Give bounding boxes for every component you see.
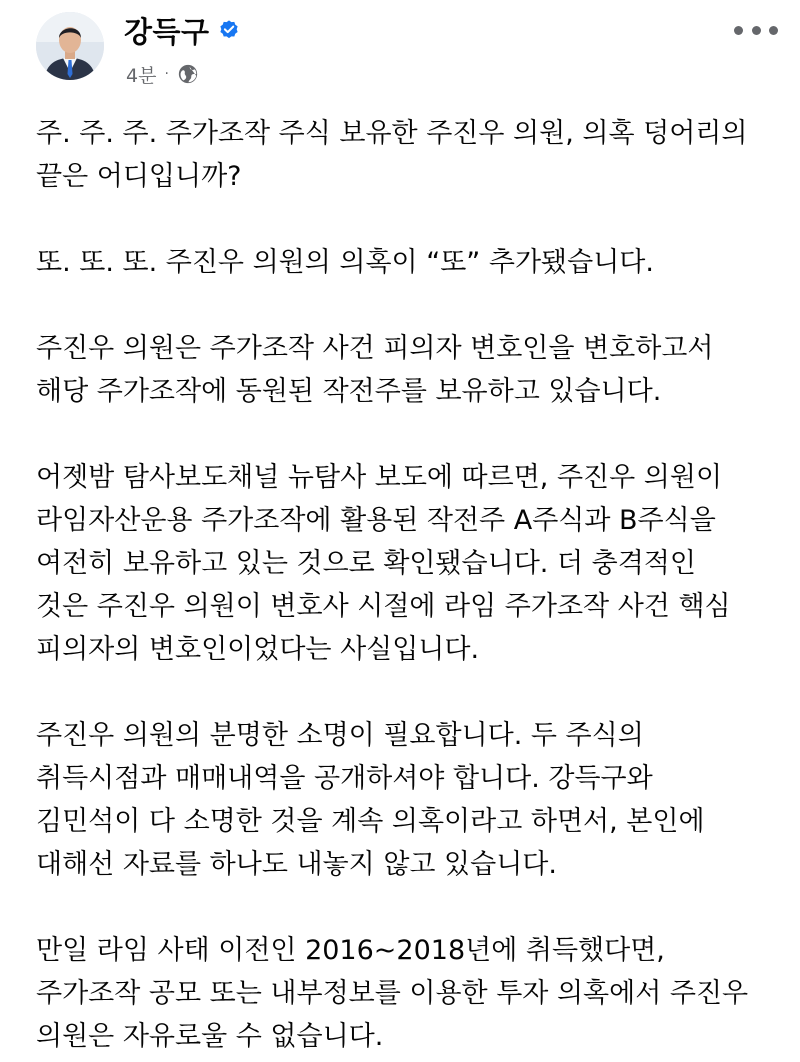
post-text-line: 라임자산운용 주가조작에 활용된 작전주 A주식과 B주식을: [36, 505, 716, 536]
globe-icon[interactable]: [177, 63, 199, 85]
post-text-line: 것은 주진우 의원이 변호사 시절에 라임 주가조작 사건 핵심: [36, 591, 731, 622]
post-text-line: 해당 주가조작에 동원된 작전주를 보유하고 있습니다.: [36, 376, 662, 407]
post-text-line: 대해선 자료를 하나도 내놓지 않고 있습니다.: [36, 849, 557, 880]
more-options-button[interactable]: [734, 18, 778, 42]
post-timestamp[interactable]: 4분: [126, 64, 157, 87]
post-text-line: 주진우 의원의 분명한 소명이 필요합니다. 두 주식의: [36, 720, 644, 751]
post-text-line: 취득시점과 매매내역을 공개하셔야 합니다. 강득구와: [36, 763, 653, 794]
avatar[interactable]: [36, 12, 104, 80]
post-text-line: 주가조작 공모 또는 내부정보를 이용한 투자 의혹에서 주진우: [36, 978, 749, 1009]
post-header: [0, 0, 800, 100]
author-row: [124, 10, 240, 50]
post-text-line: 피의자의 변호인이었다는 사실입니다.: [36, 634, 480, 665]
more-options-icon: [734, 26, 743, 35]
more-options-icon: [769, 26, 778, 35]
post-text-line: 김민석이 다 소명한 것을 계속 의혹이라고 하면서, 본인에: [36, 806, 705, 837]
post-paragraph: [36, 929, 776, 1058]
author-name[interactable]: 강득구: [124, 14, 210, 49]
post-text-line: 끝은 어디입니까?: [36, 161, 242, 192]
meta-separator: ·: [164, 66, 169, 82]
post-text-line: 의원은 자유로울 수 없습니다.: [36, 1021, 384, 1052]
post-text-line: 여전히 보유하고 있는 것으로 확인됐습니다. 더 충격적인: [36, 548, 696, 579]
post-text-line: 또. 또. 또. 주진우 의원의 의혹이 “또” 추가됐습니다.: [36, 247, 654, 278]
post-body: [36, 112, 776, 1058]
avatar-image: [36, 12, 104, 80]
verified-badge-icon: [218, 19, 240, 41]
post-paragraph: [36, 456, 776, 671]
more-options-icon: [752, 26, 761, 35]
post-paragraph: [36, 112, 776, 198]
post-paragraph: [36, 327, 776, 413]
post-text-line: 주. 주. 주. 주가조작 주식 보유한 주진우 의원, 의혹 덩어리의: [36, 118, 748, 149]
post-paragraph: [36, 714, 776, 886]
post-text-line: 어젯밤 탐사보도채널 뉴탐사 보도에 따르면, 주진우 의원이: [36, 462, 723, 493]
post-meta: [126, 60, 199, 88]
post-text-line: 만일 라임 사태 이전인 2016~2018년에 취득했다면,: [36, 935, 665, 966]
post-paragraph: [36, 241, 776, 284]
post-text-line: 주진우 의원은 주가조작 사건 피의자 변호인을 변호하고서: [36, 333, 714, 364]
